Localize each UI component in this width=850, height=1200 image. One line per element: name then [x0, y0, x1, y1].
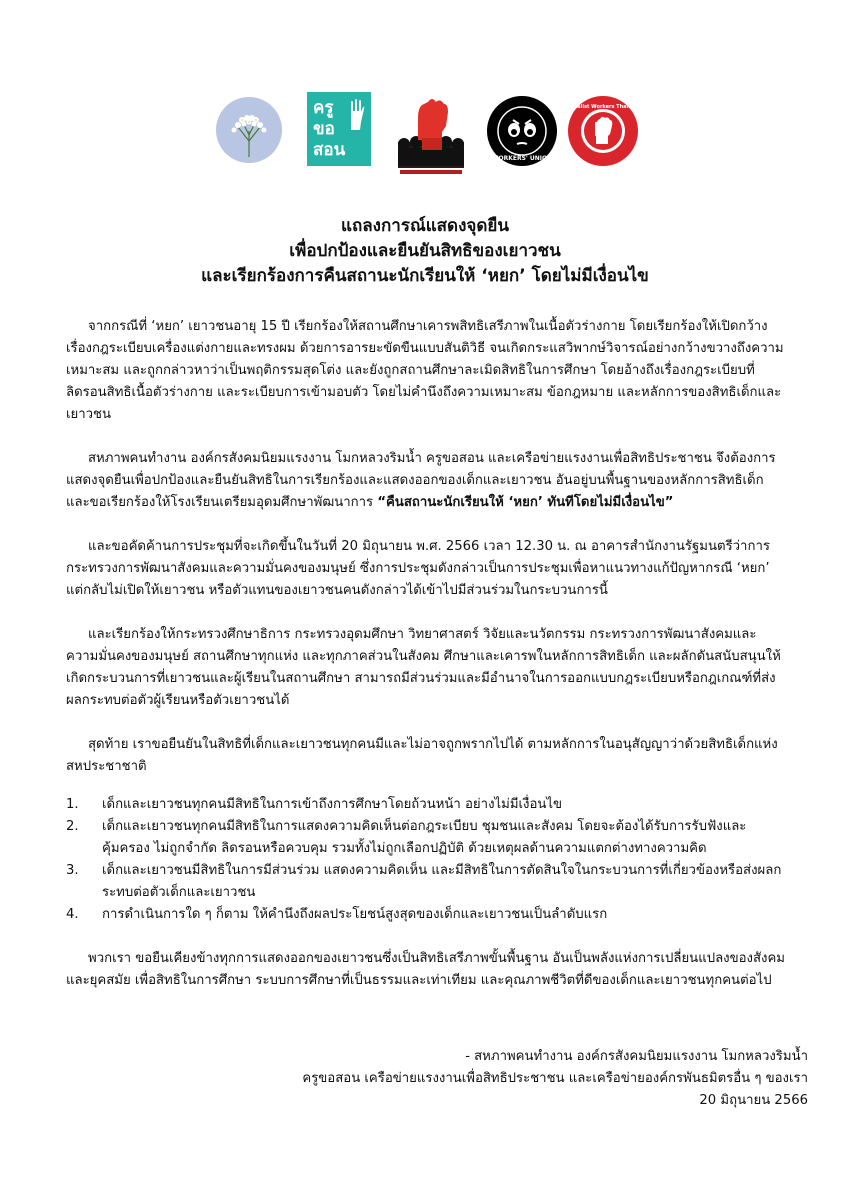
raised-fist-logo-icon [394, 92, 468, 176]
socialist-workers-text: Socialist Workers Thailand [568, 104, 638, 110]
signature-line-1: - สหภาพคนทำงาน องค์กรสังคมนิยมแรงงาน โมกหลวงริมน้ำ [465, 1049, 808, 1064]
list-item [66, 904, 788, 926]
statement-body [66, 316, 788, 1014]
list-item [66, 794, 788, 816]
logo-bar [0, 92, 850, 182]
list-item [66, 860, 788, 904]
paragraph-2 [66, 448, 788, 514]
list-item-number: 4. [66, 907, 79, 922]
list-item-number: 2. [66, 819, 79, 834]
raised-hand-icon [347, 98, 367, 132]
signature-line-2: ครูขอสอน เครือข่ายแรงงานเพื่อสิทธิประชาชน และเครือข่ายองค์กรพันธมิตรอื่น ๆ ของเรา [302, 1071, 808, 1086]
teacher-logo-text-2: ขอ [313, 119, 335, 139]
socialist-fist-icon [568, 96, 638, 166]
workers-union-logo [487, 96, 557, 166]
workers-union-text: WORKERS' UNION [491, 155, 553, 162]
paragraph-4: และเรียกร้องให้กระทรวงศึกษาธิการ กระทรวงอุดมศึกษา วิทยาศาสตร์ วิจัยและนวัตกรรม กระทรวงการพัฒนาสังคมและความมั่นคงของมนุษย์ สถานศึกษาทุกแห่ง และทุกภาคส่วนในสังคม ศึกษาและเคารพในหลักการสิทธิเด็ก และผลักดันสนับสนุนให้เกิดกระบวนการที่เยาวชนและผู้เรียนในสถานศึกษา สามารถมีส่วนร่วมและมีอำนาจในการออกแบบกฎระเบียบหรือกฎเกณฑ์ที่ส่งผลกระทบต่อตัวผู้เรียนหรือตัวเยาวชนได้ [66, 627, 781, 708]
paragraph-3: และขอคัดค้านการประชุมที่จะเกิดขึ้นในวันที่ 20 มิถุนายน พ.ศ. 2566 เวลา 12.30 น. ณ อาคารสำนักงานรัฐมนตรีว่าการกระทรวงการพัฒนาสังคมและความมั่นคงของมนุษย์ ซึ่งการประชุมดังกล่าวเป็นการประชุมเพื่อหาแนวทางแก้ปัญหากรณี ‘หยก’ แต่กลับไม่เปิดให้เยาวชน หรือตัวแทนของเยาวชนคนดังกล่าวได้เข้าไปมีส่วนร่วมในกระบวนการนี้ [66, 539, 770, 598]
signature-date: 20 มิถุนายน 2566 [699, 1093, 808, 1108]
teacher-logo-text-3: สอน [313, 140, 346, 160]
teacher-logo [307, 92, 371, 166]
rights-list [66, 794, 788, 926]
teacher-logo-text-1: ครู [313, 98, 334, 118]
list-item-number: 1. [66, 797, 79, 812]
list-item-text: เด็กและเยาวชนมีสิทธิในการมีส่วนร่วม แสดงความคิดเห็น และมีสิทธิในการตัดสินใจในกระบวนการที่เกี่ยวข้องหรือส่งผลกระทบต่อตัวเด็กและเยาวชน [102, 863, 782, 900]
list-item-text: การดำเนินการใด ๆ ก็ตาม ให้คำนึงถึงผลประโยชน์สูงสุดของเด็กและเยาวชนเป็นลำดับแรก [102, 907, 608, 922]
workers-union-face-icon [487, 96, 557, 166]
list-item-text: เด็กและเยาวชนทุกคนมีสิทธิในการเข้าถึงการศึกษาโดยถ้วนหน้า อย่างไม่มีเงื่อนไข [102, 797, 563, 812]
title-line-2: เพื่อปกป้องและยืนยันสิทธิของเยาวชน [289, 241, 561, 261]
flower-logo-icon [216, 97, 282, 163]
paragraph-2-demand: “คืนสถานะนักเรียนให้ ‘หยก’ ทันทีโดยไม่มีเงื่อนไข” [377, 495, 674, 510]
socialist-workers-logo [568, 96, 638, 166]
paragraph-5: สุดท้าย เราขอยืนยันในสิทธิที่เด็กและเยาวชนทุกคนมีและไม่อาจถูกพรากไปได้ ตามหลักการในอนุสัญญาว่าด้วยสิทธิเด็กแห่งสหประชาชาติ [66, 737, 778, 774]
title-line-3: และเรียกร้องการคืนสถานะนักเรียนให้ ‘หยก’ โดยไม่มีเงื่อนไข [201, 266, 649, 286]
signature-block [302, 1046, 808, 1112]
list-item-text: เด็กและเยาวชนทุกคนมีสิทธิในการแสดงความคิดเห็นต่อกฎระเบียบ ชุมชนและสังคม โดยจะต้องได้รับการรับฟังและคุ้มครอง ไม่ถูกจำกัด ลิดรอนหรือควบคุม รวมทั้งไม่ถูกเลือกปฏิบัติ ด้วยเหตุผลด้านความแตกต่างทางความคิด [102, 819, 747, 856]
paragraph-1: จากกรณีที่ ‘หยก’ เยาวชนอายุ 15 ปี เรียกร้องให้สถานศึกษาเคารพสิทธิเสรีภาพในเนื้อตัวร่างกาย โดยเรียกร้องให้เปิดกว้างเรื่องกฎระเบียบเครื่องแต่งกายและทรงผม ด้วยการอารยะขัดขืนแบบสันติวิธี จนเกิดกระแสวิพากษ์วิจารณ์อย่างกว้างขวางถึงความเหมาะสม และถูกกล่าวหาว่าเป็นพฤติกรรมสุดโต่ง และยังถูกสถานศึกษาละเมิดสิทธิในการศึกษา โดยอ้างถึงเรื่องกฎระเบียบที่ลิดรอนสิทธิเนื้อตัวร่างกาย และระเบียบการเข้ามอบตัว โดยไม่คำนึงถึงความเหมาะสม ข้อกฎหมาย และหลักการของสิทธิเด็กและเยาวชน [66, 319, 784, 422]
statement-title [0, 214, 850, 289]
title-line-1: แถลงการณ์แสดงจุดยืน [341, 216, 509, 236]
paragraph-2-text: สหภาพคนทำงาน องค์กรสังคมนิยมแรงงาน โมกหลวงริมน้ำ ครูขอสอน และเครือข่ายแรงงานเพื่อสิทธิประชาชน จึงต้องการแสดงจุดยืนเพื่อปกป้องและยืนยันสิทธิในการเรียกร้องและแสดงออกของเด็กและเยาวชน อันอยู่บนพื้นฐานของหลักการสิทธิเด็ก และขอเรียกร้องให้โรงเรียนเตรียมอุดมศึกษาพัฒนาการ [66, 451, 776, 510]
list-item [66, 816, 788, 860]
list-item-number: 3. [66, 863, 79, 878]
paragraph-6: พวกเรา ขอยืนเคียงข้างทุกการแสดงออกของเยาวชนซึ่งเป็นสิทธิเสรีภาพขั้นพื้นฐาน อันเป็นพลังแห่งการเปลี่ยนแปลงของสังคมและยุคสมัย เพื่อสิทธิในการศึกษา ระบบการศึกษาที่เป็นธรรมและเท่าเทียม และคุณภาพชีวิตที่ดีของเด็กและเยาวชนทุกคนต่อไป [66, 951, 785, 988]
